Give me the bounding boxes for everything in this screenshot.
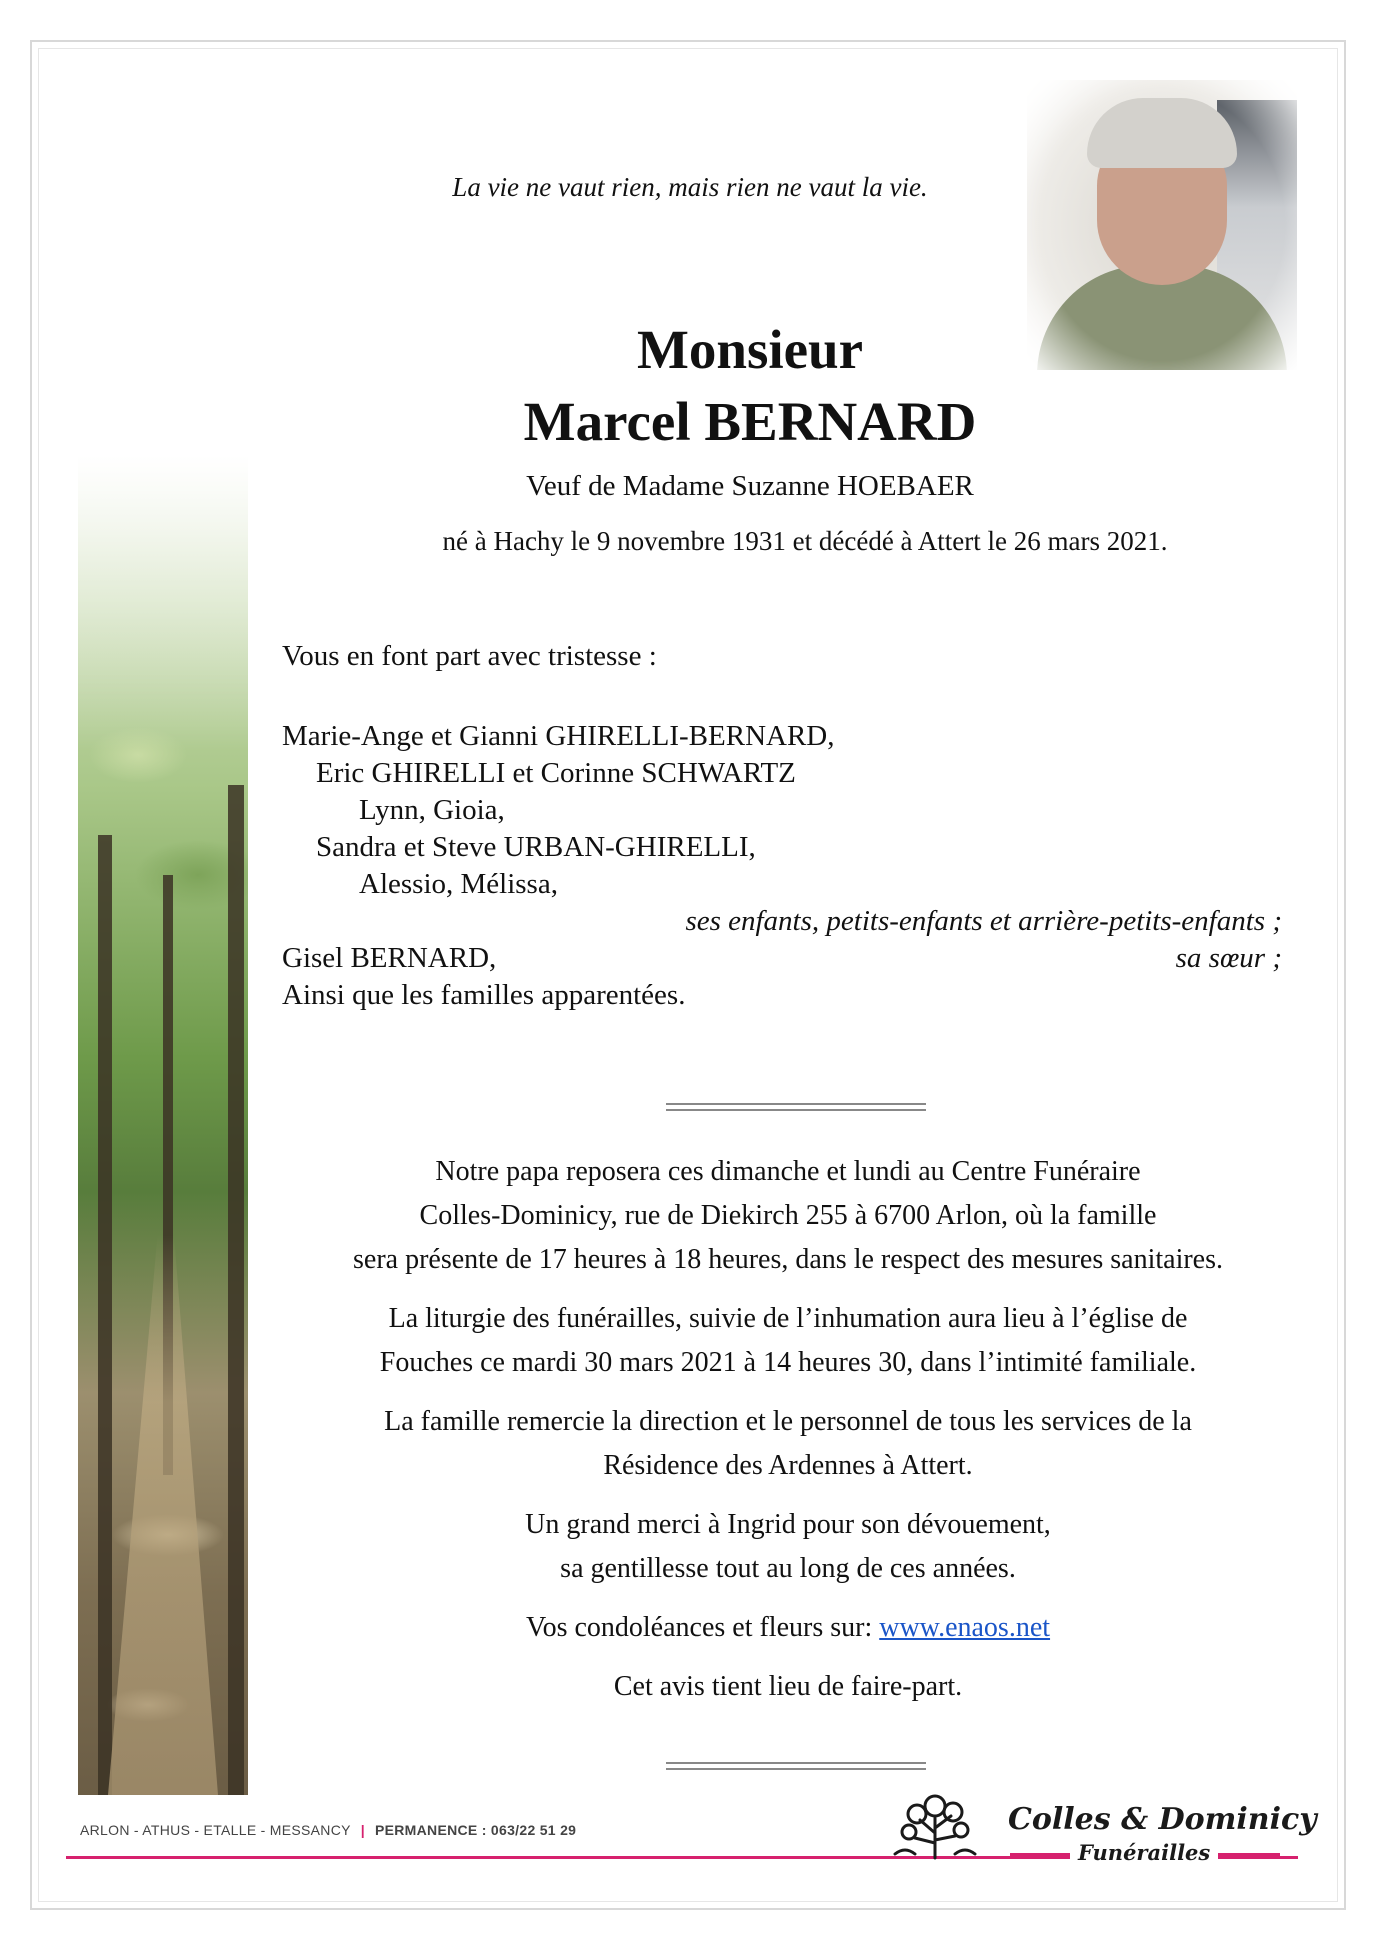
epigraph-quote: La vie ne vaut rien, mais rien ne vaut la vie. [452, 172, 928, 202]
info-paragraph: Un grand merci à Ingrid pour son dévouement, sa gentillesse tout au long de ces années. [525, 1509, 1051, 1584]
footer-separator: | [360, 1822, 365, 1838]
info-paragraph: La liturgie des funérailles, suivie de l’inhumation aura lieu à l’église de Fouches ce mardi 30 mars 2021 à 14 heures 30, dans l’intimité familiale. [379, 1303, 1197, 1378]
footer-locations: ARLON - ATHUS - ETALLE - MESSANCY [80, 1822, 351, 1838]
condolences-line: Vos condoléances et fleurs sur: www.enaos.net [525, 1612, 1051, 1643]
footer-permanence: PERMANENCE : 063/22 51 29 [375, 1822, 577, 1838]
family-line [282, 940, 1282, 977]
family-line: Marie-Ange et Gianni GHIRELLI-BERNARD, [282, 720, 835, 752]
widow-line: Veuf de Madame Suzanne HOEBAER [526, 470, 974, 502]
family-line: Eric GHIRELLI et Corinne SCHWARTZ [316, 757, 796, 789]
relation-label: sa sœur ; [1175, 942, 1282, 974]
relation-label: ses enfants, petits-enfants et arrière-petits-enfants ; [685, 905, 1282, 937]
title-honorific: Monsieur [636, 319, 864, 380]
family-list [282, 718, 1282, 1014]
footer-contact [80, 1822, 576, 1838]
family-line: Alessio, Mélissa, [359, 868, 558, 900]
condolences-link[interactable]: www.enaos.net [879, 1612, 1051, 1643]
family-line [282, 903, 1282, 940]
family-member: Gisel BERNARD, [282, 942, 497, 974]
info-paragraph: Notre papa reposera ces dimanche et lundi au Centre Funéraire Colles-Dominicy, rue de Diekirch 255 à 6700 Arlon, où la famille sera présente de 17 heures à 18 heures, dans le respect des mesures sanitaires. [353, 1156, 1223, 1275]
family-intro: Vous en font part avec tristesse : [282, 640, 657, 672]
family-line: Sandra et Steve URBAN-GHIRELLI, [316, 831, 756, 863]
info-paragraph: Cet avis tient lieu de faire-part. [613, 1671, 963, 1702]
divider [666, 1762, 926, 1770]
funeral-info [282, 1150, 1294, 1724]
brand-subtitle: Funérailles [1070, 1840, 1218, 1865]
tree-icon [885, 1788, 985, 1860]
info-paragraph: La famille remercie la direction et le personnel de tous les services de la Résidence des Ardennes à Attert. [384, 1406, 1192, 1481]
forest-path-photo [78, 455, 248, 1795]
family-line: Ainsi que les familles apparentées. [282, 979, 686, 1011]
birth-death-dates: né à Hachy le 9 novembre 1931 et décédé à Attert le 26 mars 2021. [442, 526, 1168, 556]
family-line: Lynn, Gioia, [359, 794, 505, 826]
brand-name: Colles & Dominicy [1008, 1802, 1317, 1837]
deceased-name: Marcel BERNARD [523, 391, 977, 452]
divider [666, 1103, 926, 1111]
